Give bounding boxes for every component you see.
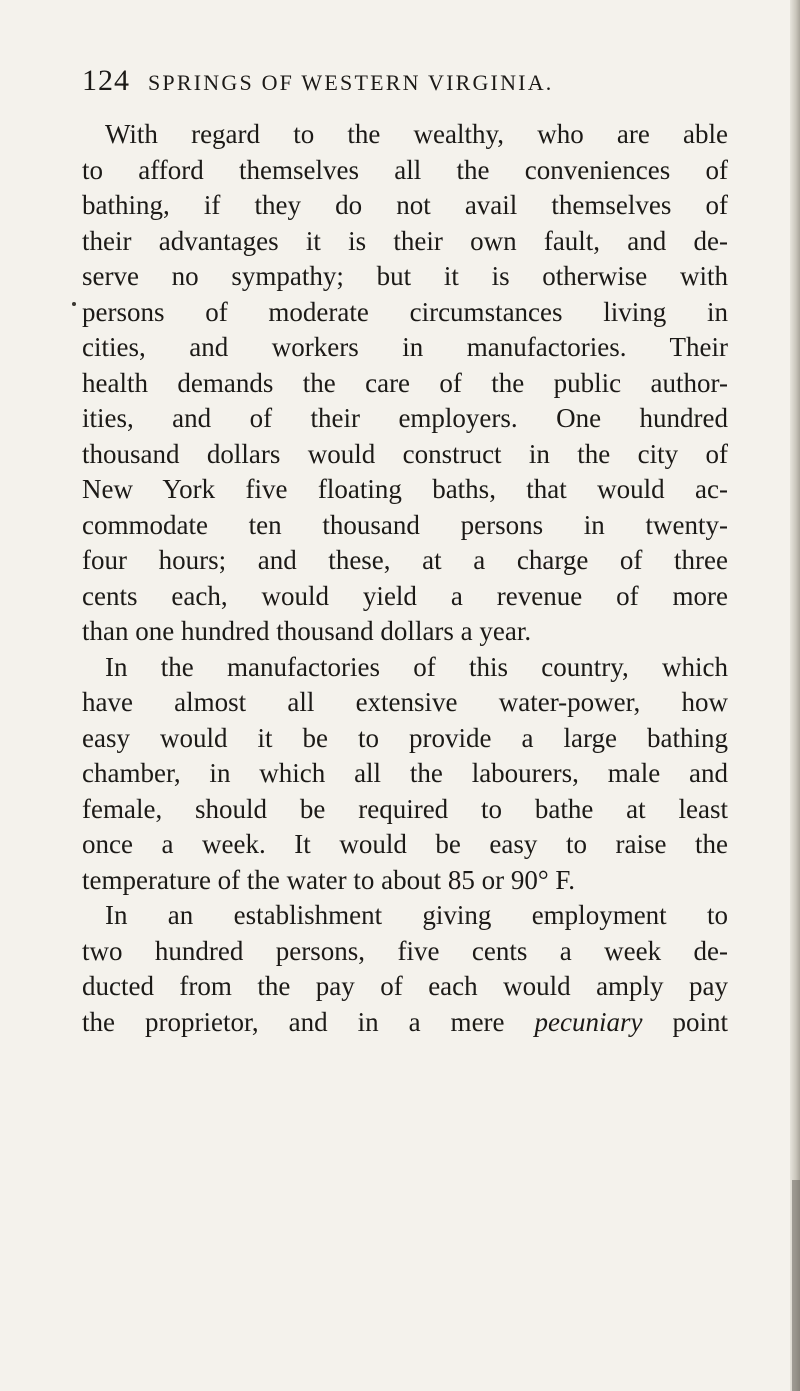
italic-word: pecuniary bbox=[534, 1006, 643, 1037]
body-text bbox=[82, 117, 728, 1040]
text-line: once a week. It would be easy to raise the bbox=[82, 829, 728, 859]
text-line: health demands the care of the public author- bbox=[82, 367, 728, 398]
page-edge-shadow bbox=[792, 1180, 800, 1391]
text-line: thousand dollars would construct in the city of bbox=[82, 438, 728, 469]
text-line: four hours; and these, at a charge of three bbox=[82, 545, 728, 575]
text-line: female, should be required to bathe at least bbox=[82, 793, 728, 824]
text-line: commodate ten thousand persons in twenty- bbox=[82, 509, 728, 540]
text-line: In the manufactories of this country, which bbox=[105, 651, 728, 682]
text-line: to afford themselves all the conveniences of bbox=[82, 154, 728, 185]
text-line: than one hundred thousand dollars a year. bbox=[82, 616, 532, 646]
text-line: persons of moderate circumstances living in bbox=[82, 296, 728, 327]
margin-mark bbox=[72, 302, 76, 306]
text-run: the proprietor, and in a mere bbox=[82, 1006, 535, 1037]
text-line: two hundred persons, five cents a week de- bbox=[82, 935, 728, 966]
text-line: bathing, if they do not avail themselves of bbox=[82, 190, 728, 220]
text-run: point bbox=[642, 1006, 728, 1037]
text-line: With regard to the wealthy, who are able bbox=[105, 119, 728, 149]
text-line: ities, and of their employers. One hundred bbox=[82, 403, 728, 433]
text-line: easy would it be to provide a large bathing bbox=[82, 722, 728, 753]
page-header bbox=[82, 64, 722, 104]
text-line: cents each, would yield a revenue of more bbox=[82, 580, 728, 611]
text-line-final bbox=[82, 1005, 728, 1041]
text-line: serve no sympathy; but it is otherwise with bbox=[82, 261, 728, 291]
text-line: In an establishment giving employment to bbox=[105, 900, 728, 930]
text-line: their advantages it is their own fault, and de- bbox=[82, 225, 728, 256]
text-line: chamber, in which all the labourers, male and bbox=[82, 758, 728, 788]
text-line: have almost all extensive water-power, how bbox=[82, 687, 728, 717]
running-title: SPRINGS OF WESTERN VIRGINIA. bbox=[148, 70, 554, 95]
page-number: 124 bbox=[82, 64, 130, 97]
text-line: ducted from the pay of each would amply pay bbox=[82, 971, 728, 1001]
text-line: temperature of the water to about 85 or 90° F. bbox=[82, 864, 575, 895]
text-line: New York five floating baths, that would ac- bbox=[82, 474, 728, 504]
text-line: cities, and workers in manufactories. Their bbox=[82, 332, 728, 362]
